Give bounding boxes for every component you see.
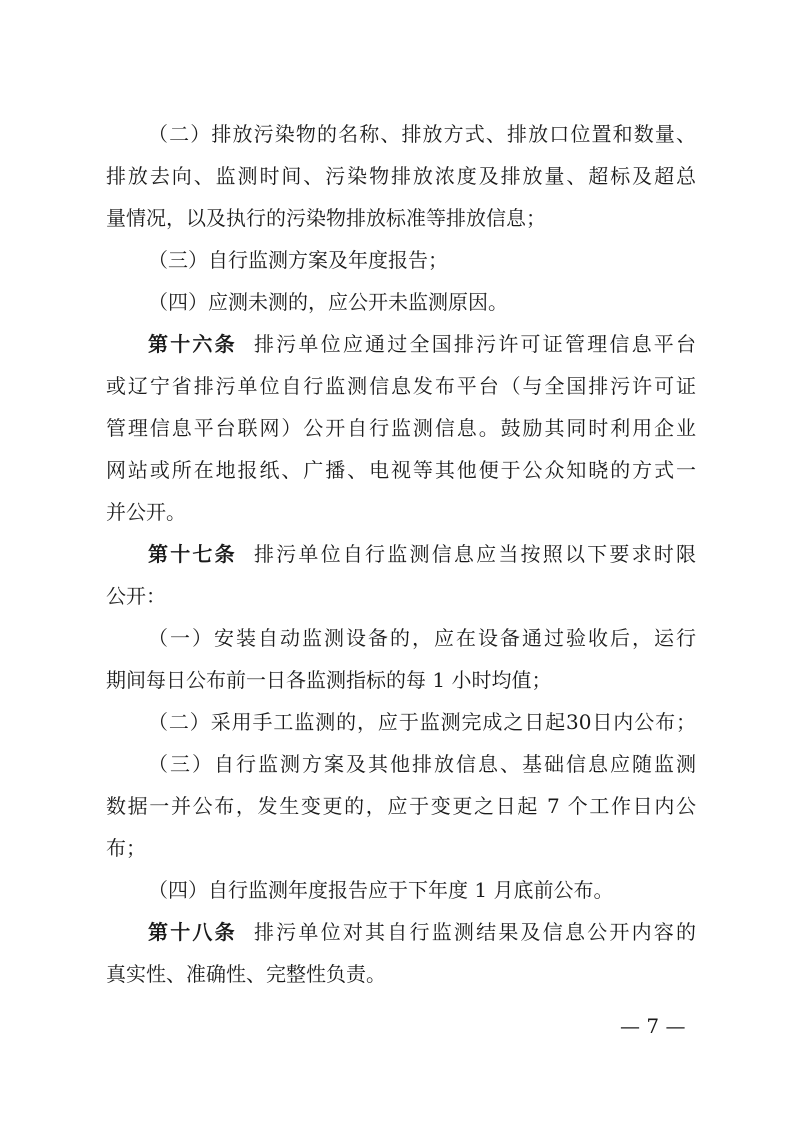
article16-line2: 或辽宁省排污单位自行监测信息发布平台（与全国排污许可证: [106, 374, 696, 398]
article17-sub4-line1: （四）自行监测年度报告应于下年度 1 月底前公布。: [148, 878, 614, 902]
article18-heading: 第十八条: [148, 920, 237, 944]
article16-line1-text: 排污单位应通过全国排污许可证管理信息平台: [254, 332, 697, 356]
article16-line5: 并公开。: [106, 500, 186, 524]
paragraph-item2-line1: （二）排放污染物的名称、排放方式、排放口位置和数量、: [148, 122, 696, 146]
paragraph-item4-line1: （四）应测未测的，应公开未监测原因。: [148, 290, 508, 314]
article17-sub3-line1: （三）自行监测方案及其他排放信息、基础信息应随监测: [148, 752, 696, 776]
article18-line2: 真实性、准确性、完整性负责。: [106, 962, 386, 986]
article16-line1: [148, 330, 696, 358]
article17-heading: 第十七条: [148, 542, 237, 566]
article17-sub3-line2: 数据一并公布，发生变更的，应于变更之日起 7 个工作日内公: [106, 794, 696, 818]
paragraph-item2-line3: 量情况，以及执行的污染物排放标准等排放信息；: [106, 206, 546, 230]
article16-line3: 管理信息平台联网）公开自行监测信息。鼓励其同时利用企业: [106, 416, 696, 440]
paragraph-item2-line2: 排放去向、监测时间、污染物排放浓度及排放量、超标及超总: [106, 164, 696, 188]
article17-line2: 公开：: [106, 584, 166, 608]
article17-line1: [148, 540, 696, 568]
article17-sub1-line1: （一）安装自动监测设备的，应在设备通过验收后，运行: [148, 626, 696, 650]
article17-line1-text: 排污单位自行监测信息应当按照以下要求时限: [254, 542, 697, 566]
page-number: — 7 —: [620, 1014, 686, 1038]
article17-sub2-line1: （二）采用手工监测的，应于监测完成之日起30日内公布；: [148, 710, 696, 734]
article17-sub1-line2: 期间每日公布前一日各监测指标的每 1 小时均值；: [106, 668, 552, 692]
article18-line1: [148, 918, 696, 946]
paragraph-item3-line1: （三）自行监测方案及年度报告；: [148, 248, 448, 272]
article16-heading: 第十六条: [148, 332, 237, 356]
article16-line4: 网站或所在地报纸、广播、电视等其他便于公众知晓的方式一: [106, 458, 696, 482]
article18-line1-text: 排污单位对其自行监测结果及信息公开内容的: [254, 920, 697, 944]
article17-sub3-line3: 布；: [106, 836, 146, 860]
